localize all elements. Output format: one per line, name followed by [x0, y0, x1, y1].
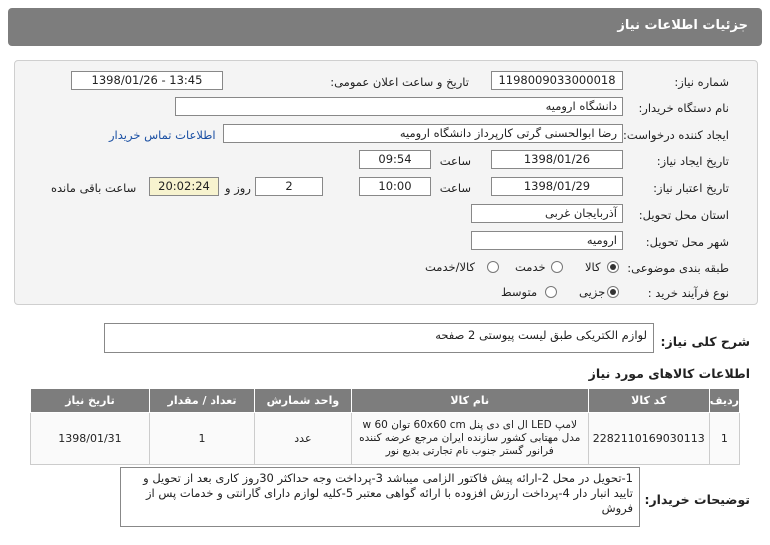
page-title: جزئیات اطلاعات نیاز: [617, 18, 748, 33]
need-number-field[interactable]: 1198009033000018: [491, 71, 623, 90]
created-time-label: ساعت: [439, 154, 471, 168]
category-radio-service[interactable]: [551, 261, 563, 273]
category-option-goods-service: کالا/خدمت: [425, 260, 476, 274]
process-radio-medium[interactable]: [545, 286, 557, 298]
created-time-field[interactable]: 09:54: [359, 150, 431, 169]
col-row: ردیف: [709, 389, 739, 413]
cell-qty: 1: [149, 413, 254, 465]
goods-section-title: اطلاعات کالاهای مورد نیاز: [588, 366, 750, 381]
process-label: نوع فرآیند خرید :: [647, 286, 729, 300]
cell-date: 1398/01/31: [31, 413, 150, 465]
valid-date-field[interactable]: 1398/01/29: [491, 177, 623, 196]
remaining-label: ساعت باقی مانده: [51, 181, 137, 195]
category-option-service: خدمت: [515, 260, 546, 274]
remaining-days-field[interactable]: 2: [255, 177, 323, 196]
buyer-contact-link[interactable]: اطلاعات تماس خریدار: [109, 128, 216, 142]
table-row[interactable]: [31, 413, 740, 465]
category-label: طبقه بندی موضوعی:: [627, 261, 729, 275]
goods-table: [30, 388, 740, 465]
valid-time-field[interactable]: 10:00: [359, 177, 431, 196]
category-option-goods: کالا: [585, 260, 601, 274]
need-details-panel: [14, 60, 758, 305]
general-desc-label: شرح کلی نیاز:: [660, 334, 750, 349]
day-and-label: روز و: [225, 181, 251, 195]
city-label: شهر محل تحویل:: [645, 235, 729, 249]
announce-datetime-label: تاریخ و ساعت اعلان عمومی:: [330, 75, 469, 89]
creator-field[interactable]: رضا ابوالحسنی گرتی کارپرداز دانشگاه ارومیه: [223, 124, 623, 143]
valid-time-label: ساعت: [439, 181, 471, 195]
col-unit: واحد شمارش: [255, 389, 352, 413]
need-number-label: شماره نیاز:: [674, 75, 729, 89]
buyer-notes-field[interactable]: 1-تحویل در محل 2-ارائه پیش فاکتور الزامی میباشد 3-پرداخت وجه حداکثر 30روز کاری بعد از تحویل و تایید انبار دار 4-پرداخت ارزش افزوده با ارائه گواهی معتبر 5-کلیه لوازم دارای گارانتی و خدمات پس از فروش: [120, 467, 640, 527]
general-desc-field[interactable]: لوازم الکتریکی طبق لیست پیوستی 2 صفحه: [104, 323, 654, 353]
cell-unit: عدد: [255, 413, 352, 465]
col-date: تاریخ نیاز: [31, 389, 150, 413]
process-option-minor: جزیی: [579, 285, 606, 299]
buyer-org-label: نام دستگاه خریدار:: [638, 101, 729, 115]
buyer-notes-label: توضیحات خریدار:: [644, 492, 750, 507]
page-title-bar: [8, 8, 762, 46]
category-radio-goods[interactable]: [607, 261, 619, 273]
cell-code: 2282110169030113: [588, 413, 709, 465]
province-label: استان محل تحویل:: [638, 208, 729, 222]
valid-date-label: تاریخ اعتبار نیاز:: [653, 181, 729, 195]
created-date-field[interactable]: 1398/01/26: [491, 150, 623, 169]
province-field[interactable]: آذربایجان غربی: [471, 204, 623, 223]
col-code: کد کالا: [588, 389, 709, 413]
col-name: نام کالا: [351, 389, 588, 413]
creator-label: ایجاد کننده درخواست:: [623, 128, 729, 142]
created-date-label: تاریخ ایجاد نیاز:: [656, 154, 729, 168]
announce-datetime-field[interactable]: 1398/01/26 - 13:45: [71, 71, 223, 90]
process-radio-minor[interactable]: [607, 286, 619, 298]
remaining-time-field[interactable]: 20:02:24: [149, 177, 219, 196]
process-option-medium: متوسط: [501, 285, 538, 299]
buyer-org-field[interactable]: دانشگاه ارومیه: [175, 97, 623, 116]
goods-table-header: [31, 389, 740, 413]
cell-row: 1: [709, 413, 739, 465]
cell-name: لامپ LED ال ای دی پنل 60x60 cm توان 60 w مدل مهتابی کشور سازنده ایران مرجع عرضه کننده فرانور گستر جنوب نام تجارتی بدیع نور: [351, 413, 588, 465]
city-field[interactable]: ارومیه: [471, 231, 623, 250]
category-radio-goods-service[interactable]: [487, 261, 499, 273]
col-qty: تعداد / مقدار: [149, 389, 254, 413]
